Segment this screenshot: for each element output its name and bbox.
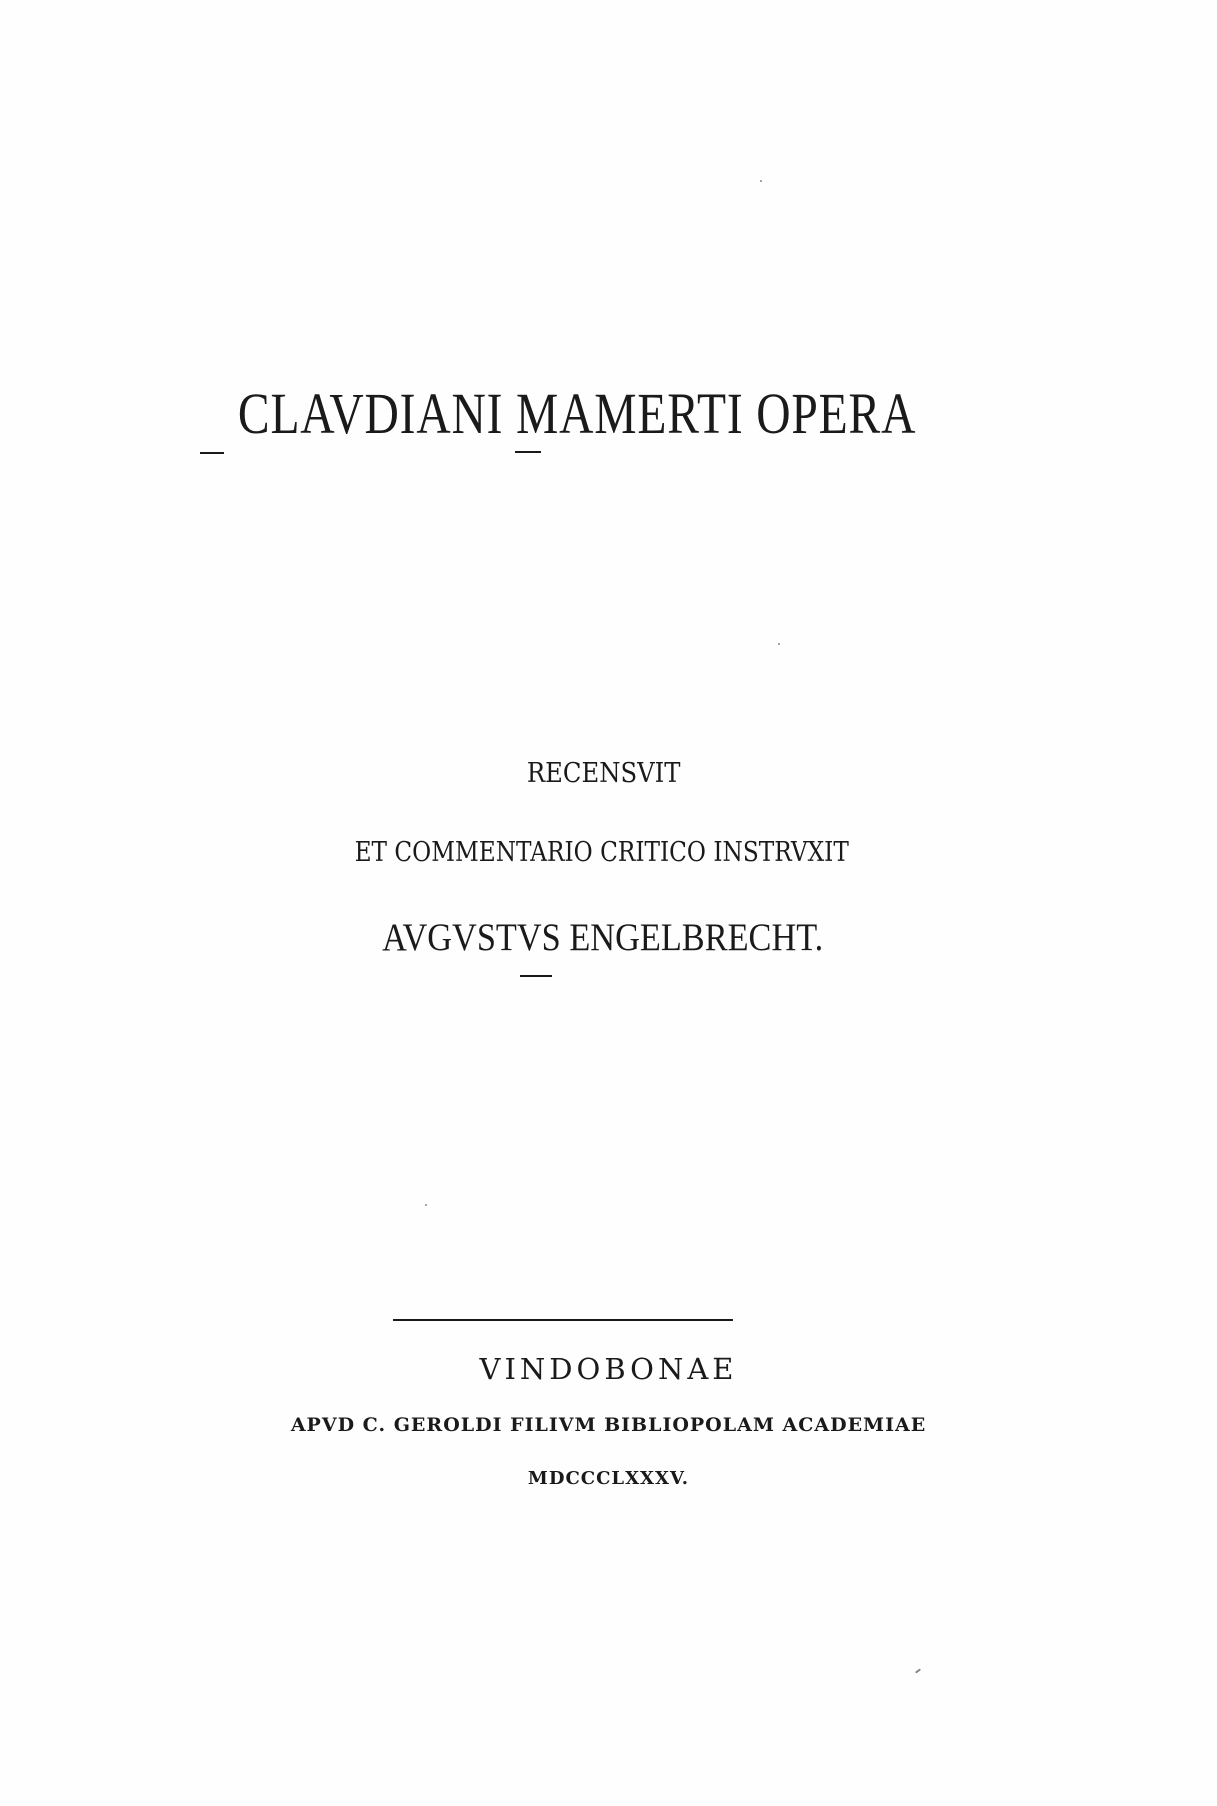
- commentario-line: ET COMMENTARIO CRITICO INSTRVXIT: [354, 837, 849, 868]
- imprint-year: MDCCCLXXXV.: [527, 1468, 690, 1489]
- recensvit-line: RECENSVIT: [526, 758, 681, 789]
- author-underline-e: [520, 975, 552, 977]
- imprint-city: VINDOBONAE: [479, 1352, 738, 1386]
- title-underline-m: [515, 451, 541, 453]
- imprint-publisher: APVD C. GEROLDI FILIVM BIBLIOPOLAM ACADEMIAE: [290, 1414, 927, 1436]
- imprint-divider: [393, 1319, 733, 1321]
- paper-speck: [915, 1668, 921, 1673]
- paper-speck: [425, 1204, 427, 1206]
- book-title: CLAVDIANI MAMERTI OPERA: [237, 381, 917, 446]
- title-underline-c: [200, 452, 224, 454]
- paper-speck: [778, 643, 780, 645]
- paper-speck: [760, 180, 762, 182]
- author-name: AVGVSTVS ENGELBRECHT.: [382, 916, 824, 959]
